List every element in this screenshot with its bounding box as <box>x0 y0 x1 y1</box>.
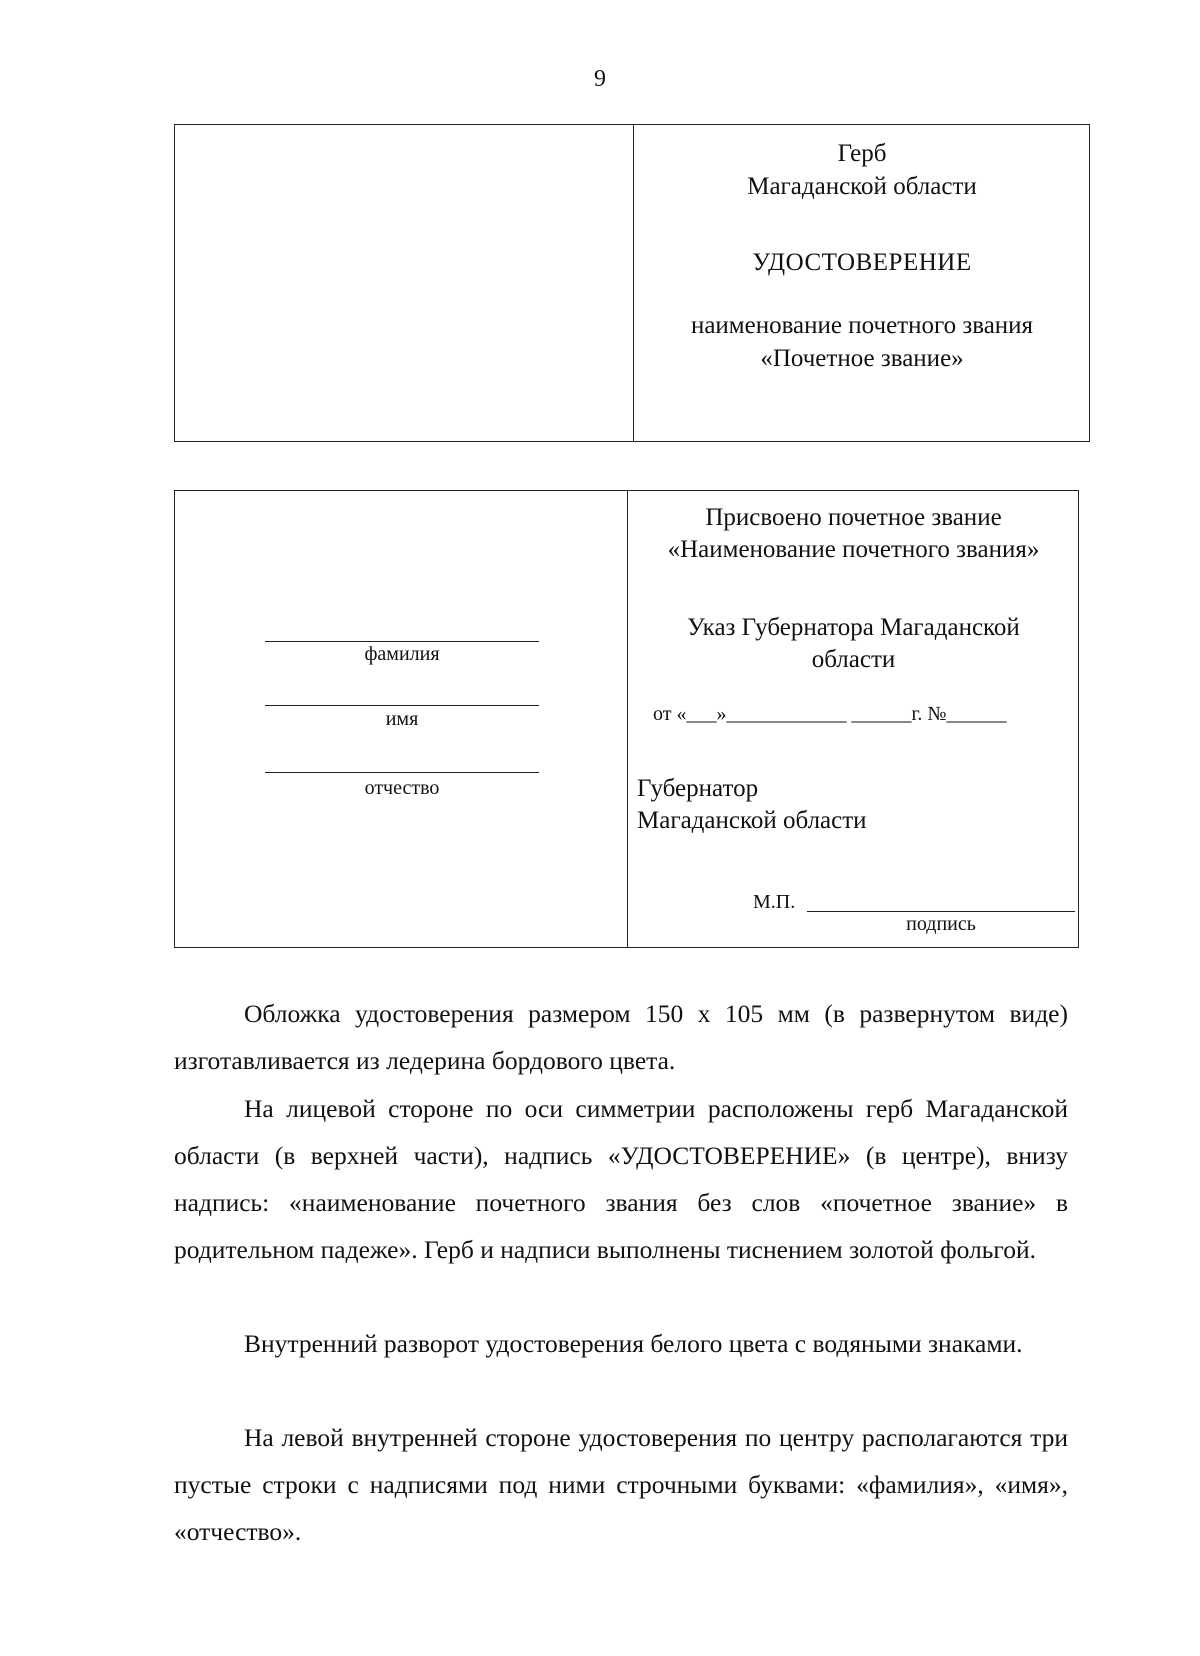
paragraph-front-side <box>174 1085 1068 1273</box>
paragraph-inner-spread <box>174 1320 1068 1367</box>
inner-fold-divider <box>627 491 628 947</box>
certificate-inner-layout <box>174 490 1079 948</box>
decree-caption-cont: области <box>811 646 896 673</box>
coat-of-arms-label: Герб <box>837 140 887 167</box>
rank-name-value: «Почетное звание» <box>760 345 964 372</box>
awarded-caption: Присвоено почетное звание <box>705 504 1002 531</box>
stamp-place-label: М.П. <box>753 891 796 913</box>
paragraph-text: Обложка удостоверения размером 150 х 105 мм (в развернутом виде) изготавливается из ледерина бордового цвета. <box>174 999 1068 1075</box>
paragraph-text: Внутренний разворот удостоверения белого цвета с водяными знаками. <box>244 1329 1023 1358</box>
patronymic-label: отчество <box>364 777 440 799</box>
paragraph-text: На левой внутренней стороне удостоверения по центру располагаются три пустые строки с надписями под ними строчными буквами: «фамилия», «имя», «отчество». <box>174 1423 1068 1546</box>
name-label: имя <box>385 708 419 730</box>
patronymic-blank-line <box>265 772 539 773</box>
cover-fold-divider <box>633 125 634 441</box>
decree-date-number-line: от «___»____________ ______г. №______ <box>653 703 1007 725</box>
signature-blank-line <box>807 911 1075 912</box>
surname-label: фамилия <box>364 643 440 665</box>
page-number: 9 <box>594 66 606 92</box>
paragraph-left-inner-side <box>174 1414 1068 1555</box>
governor-region: Магаданской области <box>637 807 867 834</box>
inner-left-side <box>175 491 627 947</box>
paragraph-text: На лицевой стороне по оси симметрии расположены герб Магаданской области (в верхней части), надпись «УДОСТОВЕРЕНИЕ» (в центре), внизу надпись: «наименование почетного звания без слов «почетное звание» в родительном падеже». Герб и надписи выполнены тиснением золотой фольгой. <box>174 1094 1068 1264</box>
rank-name-caption: наименование почетного звания <box>690 312 1034 339</box>
decree-caption: Указ Губернатора Магаданской <box>687 614 1020 641</box>
cover-front-side <box>635 125 1089 441</box>
certificate-cover-layout <box>174 124 1090 442</box>
certificate-title: УДОСТОВЕРЕНИЕ <box>752 249 972 276</box>
inner-right-side <box>629 491 1078 947</box>
coat-of-arms-region: Магаданской области <box>747 173 977 200</box>
awarded-rank-name: «Наименование почетного звания» <box>667 536 1040 563</box>
signature-label: подпись <box>906 913 976 935</box>
surname-blank-line <box>265 641 539 642</box>
name-blank-line <box>265 705 539 706</box>
governor-title: Губернатор <box>637 775 759 802</box>
paragraph-cover-size <box>174 990 1068 1084</box>
